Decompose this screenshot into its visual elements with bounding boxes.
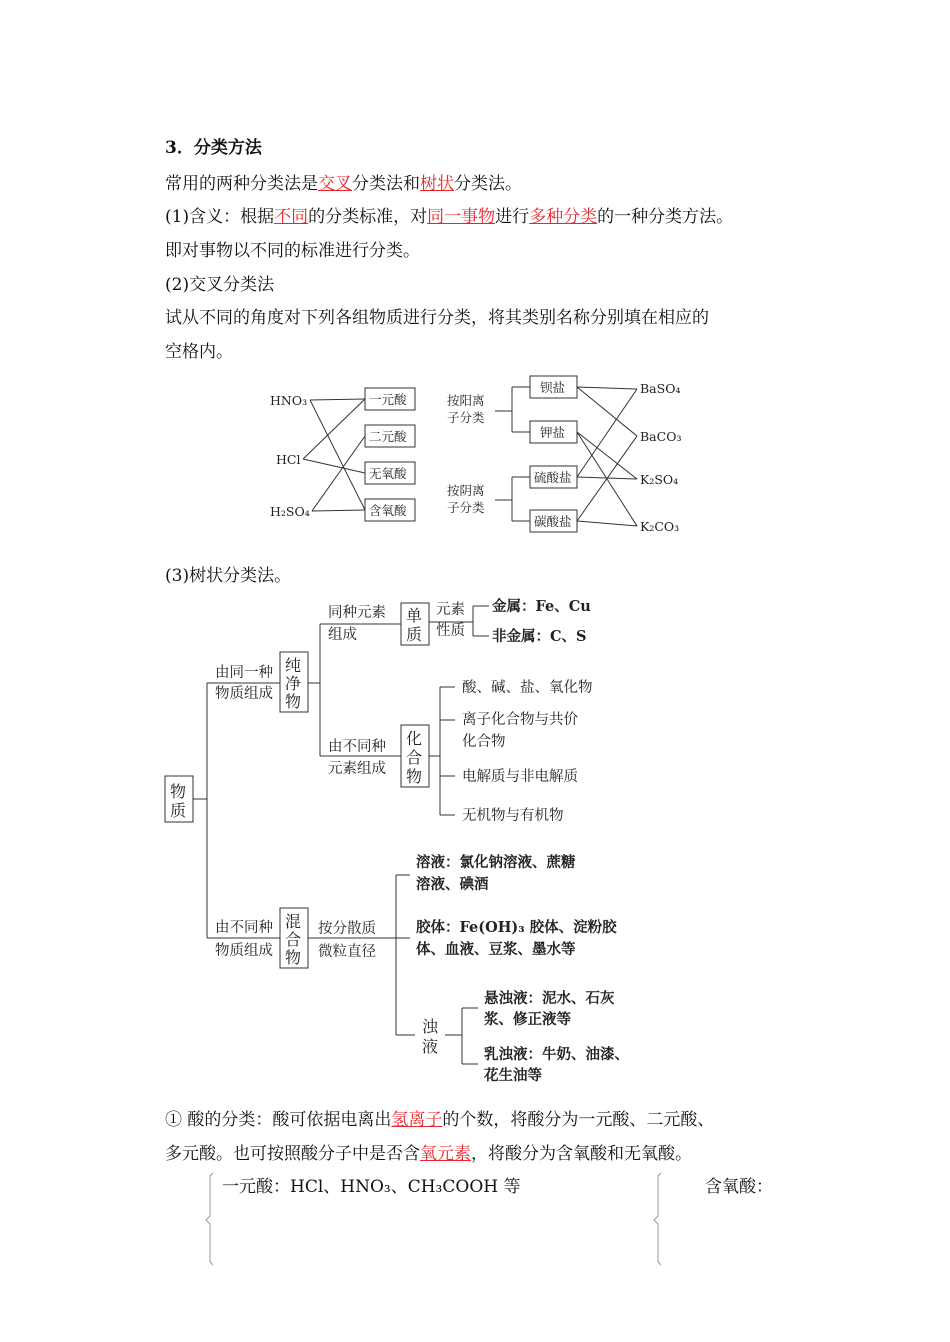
substance-h2so4: H₂SO₄ [270, 504, 310, 519]
svg-text:微粒直径: 微粒直径 [318, 944, 376, 960]
cross-desc-2: 空格内。 [165, 342, 233, 362]
acid-paragraph-1: ① 酸的分类：酸可依据电离出氢离子的个数，将酸分为一元酸、二元酸、 [165, 1110, 715, 1130]
turbid-liquid: 浊 [422, 1017, 439, 1036]
category-oxyacid: 含氧酸 [369, 503, 407, 518]
svg-text:按分散质: 按分散质 [318, 921, 376, 937]
leaf-acid-base-salt: 酸、碱、盐、氧化物 [462, 680, 593, 696]
answer-different: 不同 [274, 207, 309, 227]
svg-text:合: 合 [285, 930, 302, 949]
svg-text:质: 质 [170, 801, 187, 820]
svg-text:溶液、碘酒: 溶液、碘酒 [416, 876, 489, 893]
svg-text:按阳离: 按阳离 [447, 393, 485, 408]
svg-text:由不同种: 由不同种 [215, 920, 273, 936]
substance-baso4: BaSO₄ [640, 381, 681, 396]
svg-text:元素: 元素 [436, 602, 465, 618]
section-title: 3．分类方法 [165, 138, 262, 158]
svg-text:物: 物 [285, 692, 302, 711]
svg-text:物质组成: 物质组成 [215, 686, 273, 702]
compound: 化 [406, 729, 423, 748]
svg-text:组成: 组成 [328, 627, 357, 643]
meaning-paragraph: (1)含义：根据不同的分类标准，对同一事物进行多种分类的一种分类方法。 [165, 207, 734, 227]
leaf-emulsion: 乳浊液：牛奶、油漆、 [484, 1046, 629, 1063]
root-substance: 物 [170, 782, 187, 801]
leaf-nonmetal: 非金属：C、S [492, 628, 587, 645]
cross-desc-1: 试从不同的角度对下列各组物质进行分类，将其类别名称分别填在相应的 [165, 308, 709, 328]
svg-text:浆、修正液等: 浆、修正液等 [484, 1011, 571, 1028]
svg-text:合: 合 [406, 748, 423, 767]
svg-text:元素组成: 元素组成 [328, 761, 386, 777]
category-carbonate: 碳酸盐 [534, 514, 572, 529]
substance-k2co3: K₂CO₃ [640, 519, 680, 534]
substance-baco3: BaCO₃ [640, 429, 682, 444]
svg-text:子分类: 子分类 [447, 500, 485, 515]
leaf-suspension: 悬浊液：泥水、石灰 [484, 990, 615, 1007]
category-monoprotic: 一元酸 [369, 392, 407, 407]
intro-paragraph: 常用的两种分类法是交叉分类法和树状分类法。 [165, 174, 522, 194]
substance-hno3: HNO₃ [270, 393, 308, 408]
svg-text:物: 物 [406, 767, 423, 786]
answer-tree: 树状 [420, 174, 454, 194]
tree-title: (3)树状分类法。 [165, 566, 292, 586]
svg-text:由同一种: 由同一种 [215, 665, 273, 681]
svg-text:无机物与有机物: 无机物与有机物 [462, 808, 564, 824]
acid-paragraph-2: 多元酸。也可按照酸分子中是否含氧元素，将酸分为含氧酸和无氧酸。 [165, 1144, 692, 1164]
svg-text:按阴离: 按阴离 [447, 483, 485, 498]
svg-text:化合物: 化合物 [462, 734, 506, 750]
category-sulfate: 硫酸盐 [534, 470, 572, 485]
pure-substance: 纯 [285, 656, 302, 675]
monoprotic-acid-row: 一元酸：HCl、HNO₃、CH₃COOH 等 [222, 1177, 521, 1197]
oxyacid-row: 含氧酸： [705, 1177, 773, 1197]
mixture: 混 [285, 912, 302, 931]
substance-k2so4: K₂SO₄ [640, 472, 679, 487]
svg-text:由不同种: 由不同种 [328, 739, 386, 755]
leaf-metal: 金属：Fe、Cu [492, 598, 591, 615]
leaf-solution: 溶液：氯化钠溶液、蔗糖 [416, 854, 576, 871]
svg-text:体、血液、豆浆、墨水等: 体、血液、豆浆、墨水等 [416, 941, 576, 958]
svg-text:液: 液 [422, 1037, 439, 1056]
substance-hcl: HCl [276, 452, 301, 467]
answer-multi-class: 多种分类 [529, 207, 598, 227]
meaning-paragraph-2: 即对事物以不同的标准进行分类。 [165, 241, 420, 261]
element-substance: 单 [406, 606, 423, 625]
svg-text:同种元素: 同种元素 [328, 605, 386, 621]
answer-oxygen-element: 氧元素 [420, 1144, 471, 1164]
svg-text:离子化合物与共价: 离子化合物与共价 [462, 712, 578, 728]
answer-same-thing: 同一事物 [427, 207, 496, 227]
svg-text:性质: 性质 [436, 623, 465, 639]
leaf-colloid: 胶体：Fe(OH)₃ 胶体、淀粉胶 [416, 919, 617, 936]
category-oxygen-free: 无氧酸 [369, 466, 407, 481]
svg-text:子分类: 子分类 [447, 410, 485, 425]
svg-text:物: 物 [285, 948, 302, 967]
svg-text:净: 净 [285, 674, 302, 693]
category-potassium-salt: 钾盐 [540, 425, 566, 440]
svg-text:质: 质 [406, 625, 423, 644]
svg-text:花生油等: 花生油等 [484, 1067, 542, 1084]
category-diprotic: 二元酸 [369, 429, 407, 444]
svg-text:电解质与非电解质: 电解质与非电解质 [462, 769, 578, 785]
cross-title: (2)交叉分类法 [165, 275, 275, 295]
category-barium-salt: 钡盐 [540, 380, 566, 395]
svg-text:物质组成: 物质组成 [215, 943, 273, 959]
answer-hydrogen-ion: 氢离子 [391, 1110, 443, 1130]
answer-cross: 交叉 [318, 174, 352, 194]
